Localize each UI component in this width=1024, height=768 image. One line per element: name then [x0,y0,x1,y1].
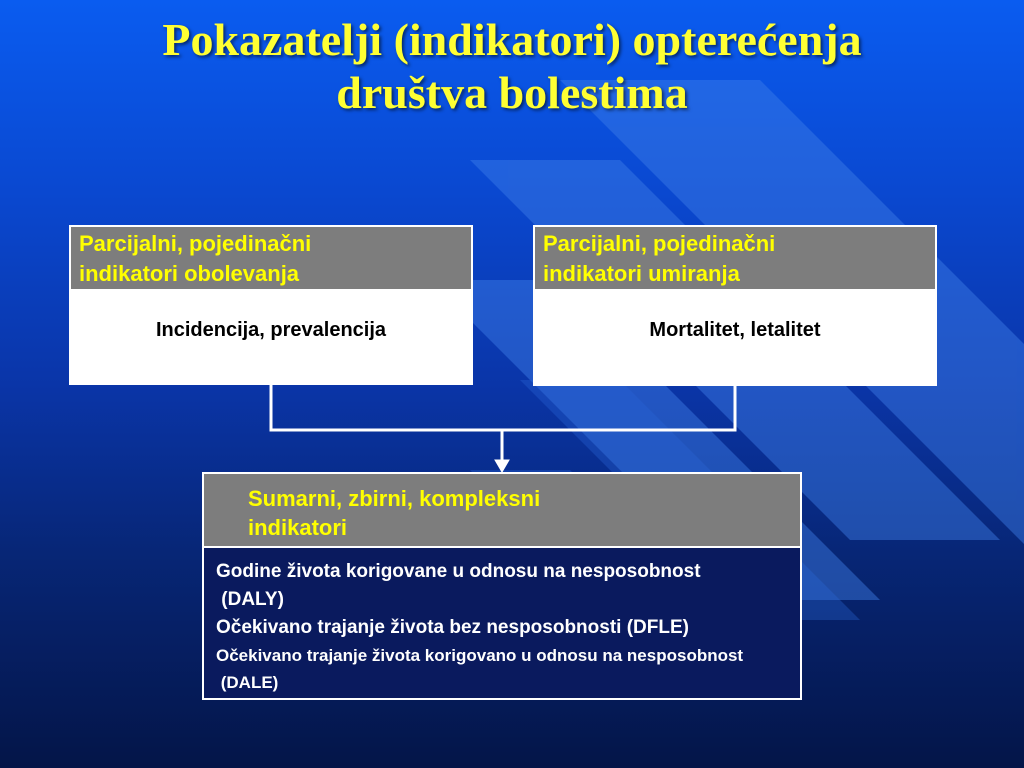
list-item-dale-abbr: (DALE) [216,673,279,692]
morbidity-header-line-1: Parcijalni, pojedinačni [79,231,312,256]
arrowhead-icon [495,460,509,472]
summary-indicators-body [204,548,800,698]
mortality-header-line-1: Parcijalni, pojedinačni [543,231,776,256]
list-item-daly-abbr: (DALY) [216,589,284,610]
summary-header-line-2: indikatori [248,515,348,540]
list-item-daly: Godine života korigovane u odnosu na nesposobnost [216,561,701,582]
mortality-indicators-body: Mortalitet, letalitet [535,291,935,384]
connector-left-down [271,385,502,430]
summary-header-line-1: Sumarni, zbirni, kompleksni [248,486,541,511]
connector-right-down [502,386,735,430]
title-line-2: društva bolestima [336,66,688,118]
list-item-dfle: Očekivano trajanje života bez nesposobnosti (DFLE) [216,617,689,638]
mortality-header-line-2: indikatori umiranja [543,261,740,286]
morbidity-header-line-2: indikatori obolevanja [79,261,300,286]
list-item-dale: Očekivano trajanje života korigovano u odnosu na nesposobnost [216,646,744,665]
morbidity-indicators-body: Incidencija, prevalencija [71,291,471,383]
title-line-1: Pokazatelji (indikatori) opterećenja [162,14,862,65]
summary-indicators-box [202,472,802,700]
summary-indicators-header [204,474,800,548]
